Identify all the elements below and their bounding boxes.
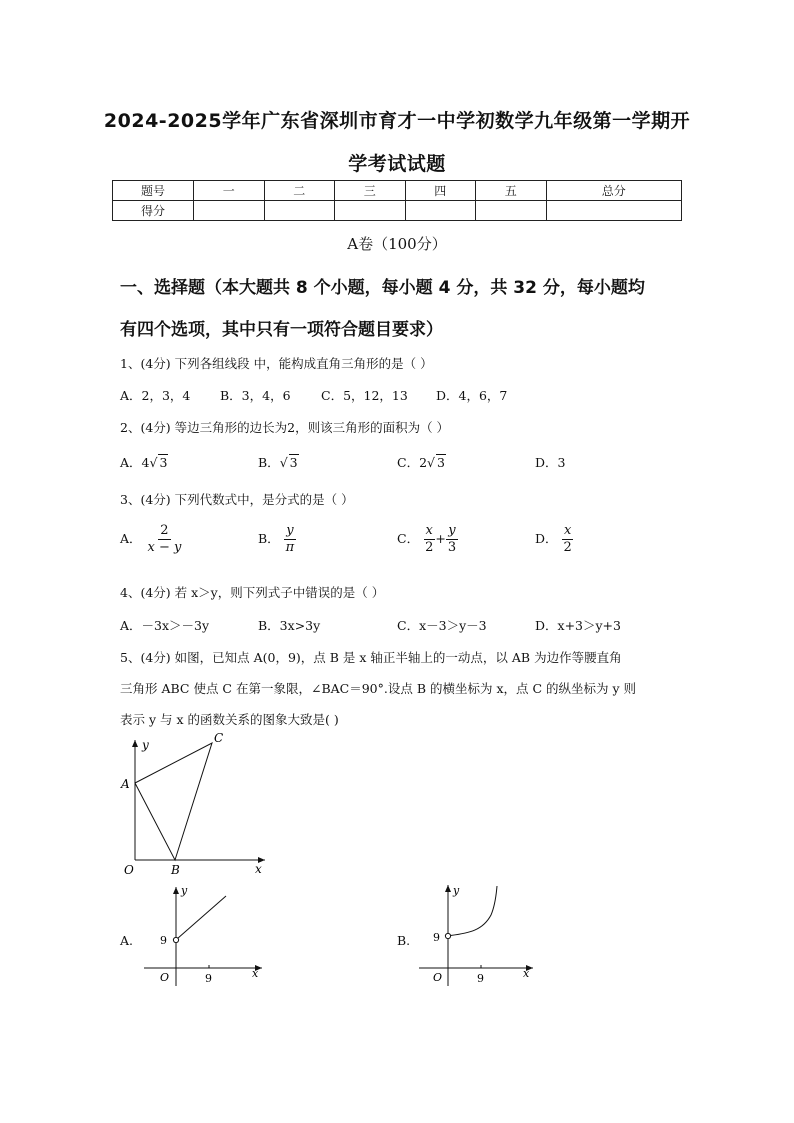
fraction	[446, 523, 458, 556]
function-line	[178, 896, 227, 939]
q4-option-c[interactable]: C．x－3＞y－3	[397, 618, 487, 633]
header-cell: 三	[335, 181, 406, 201]
q2-option-c[interactable]	[397, 453, 446, 471]
denominator: 2	[563, 540, 572, 555]
section-heading-line2: 有四个选项，其中只有一项符合题目要求）	[120, 320, 443, 340]
score-table	[112, 180, 682, 221]
q3-option-a-label: A．	[120, 531, 142, 546]
header-cell: 题号	[113, 181, 194, 201]
q1-stem: 1、(4分) 下列各组线段 中，能构成直角三角形的是（ ）	[120, 356, 433, 371]
numerator: x	[425, 523, 433, 538]
y-intercept-label: 9	[433, 931, 440, 944]
q2-option-b-label: B．	[258, 455, 280, 470]
numerator: 2	[160, 523, 169, 538]
open-point	[173, 937, 178, 942]
x-axis-label: x	[255, 862, 262, 876]
point-a-label: A	[121, 777, 130, 791]
sqrt-sign: √	[427, 455, 435, 470]
q3-option-d[interactable]	[535, 523, 574, 556]
triangle-figure	[115, 728, 275, 878]
q5-stem-line3: 表示 y 与 x 的函数关系的图象大致是( )	[120, 712, 339, 727]
score-cell[interactable]	[264, 201, 335, 221]
q1-option-c[interactable]: C．5，12，13	[321, 388, 408, 403]
q2-option-b[interactable]	[258, 453, 299, 471]
fraction	[146, 523, 184, 556]
q2-option-c-radicand: 3	[437, 455, 445, 470]
q1-option-a[interactable]: A．2，3，4	[120, 388, 191, 403]
x-axis-label: x	[252, 967, 259, 980]
volume-heading: A卷（100分）	[347, 235, 447, 253]
sqrt-sign: √	[149, 455, 158, 470]
q3-option-c[interactable]	[397, 523, 458, 556]
score-table-header-row	[113, 181, 682, 201]
page-title-line1: 2024-2025学年广东省深圳市育才一中学初数学九年级第一学期开	[103, 110, 691, 132]
x-tick-label: 9	[205, 972, 212, 985]
numerator: y	[286, 523, 294, 538]
q4-option-a[interactable]: A．－3x＞－3y	[120, 618, 210, 633]
q2-option-c-label: C．2	[397, 455, 428, 470]
q3-stem: 3、(4分) 下列代数式中，是分式的是（ ）	[120, 492, 354, 507]
point-c-label: C	[214, 731, 224, 745]
q2-option-a-label: A．4	[120, 455, 150, 470]
q2-option-a-radicand: 3	[159, 455, 168, 470]
q1-option-d[interactable]: D．4，6，7	[436, 388, 508, 403]
q5-option-b-label[interactable]: B.	[397, 933, 411, 948]
page-title-line2: 学考试试题	[348, 153, 446, 175]
q3-option-b[interactable]	[258, 523, 296, 556]
q3-option-c-label: C．	[397, 531, 420, 546]
numerator: x	[563, 523, 572, 538]
q3-option-d-label: D．	[535, 531, 558, 546]
q2-option-d[interactable]: D．3	[535, 455, 566, 470]
x-axis-label: x	[523, 967, 530, 980]
q5-option-a-label[interactable]: A.	[120, 933, 134, 948]
score-cell[interactable]	[405, 201, 476, 221]
x-tick-label: 9	[477, 972, 484, 985]
numerator: y	[448, 523, 456, 538]
q4-option-d[interactable]: D．x+3＞y+3	[535, 618, 621, 633]
q3-option-b-label: B．	[258, 531, 280, 546]
origin-label: O	[160, 971, 170, 984]
denominator: x − y	[147, 540, 182, 555]
q5-stem-line2: 三角形 ABC 使点 C 在第一象限，∠BAC＝90°.设点 B 的横坐标为 x，点 C 的纵坐标为 y 则	[120, 681, 637, 696]
open-point	[445, 933, 450, 938]
q1-option-b[interactable]: B．3，4，6	[220, 388, 291, 403]
header-cell: 二	[264, 181, 335, 201]
denominator: 3	[447, 540, 457, 555]
header-cell: 一	[194, 181, 265, 201]
header-cell: 总分	[546, 181, 682, 201]
row-label-cell: 得分	[113, 201, 194, 221]
y-axis-label: y	[181, 884, 188, 897]
score-cell[interactable]	[194, 201, 265, 221]
q4-stem: 4、(4分) 若 x＞y，则下列式子中错误的是（ ）	[120, 585, 385, 600]
score-cell[interactable]	[546, 201, 682, 221]
plus-sign: +	[435, 531, 446, 546]
triangle-abc	[135, 743, 212, 860]
denominator: π	[285, 540, 295, 555]
denominator: 2	[425, 540, 434, 555]
y-intercept-label: 9	[160, 934, 167, 947]
score-cell[interactable]	[335, 201, 406, 221]
point-b-label: B	[171, 863, 180, 877]
origin-label: O	[433, 971, 443, 984]
sqrt-sign: √	[279, 455, 288, 470]
q5-stem-line1: 5、(4分) 如图，已知点 A(0，9)，点 B 是 x 轴正半轴上的一动点，以 AB 为边作等腰直角	[120, 650, 622, 665]
section-heading-line1: 一、选择题（本大题共 8 个小题，每小题 4 分，共 32 分，每小题均	[120, 278, 645, 298]
q2-stem: 2、(4分) 等边三角形的边长为2，则该三角形的面积为（ ）	[120, 420, 450, 435]
q4-option-b[interactable]: B．3x>3y	[258, 618, 321, 633]
y-axis-label: y	[142, 738, 149, 752]
score-cell[interactable]	[476, 201, 547, 221]
origin-label: O	[124, 863, 134, 877]
y-axis-label: y	[453, 884, 460, 897]
q2-option-a[interactable]	[120, 453, 168, 471]
fraction	[423, 523, 435, 556]
score-table-score-row	[113, 201, 682, 221]
fraction	[562, 523, 574, 556]
fraction	[284, 523, 297, 556]
header-cell: 四	[405, 181, 476, 201]
q5-option-a-graph[interactable]	[140, 883, 270, 988]
q5-option-b-graph[interactable]	[415, 880, 540, 990]
q3-option-a[interactable]	[120, 523, 183, 556]
header-cell: 五	[476, 181, 547, 201]
q2-option-b-radicand: 3	[289, 455, 298, 470]
